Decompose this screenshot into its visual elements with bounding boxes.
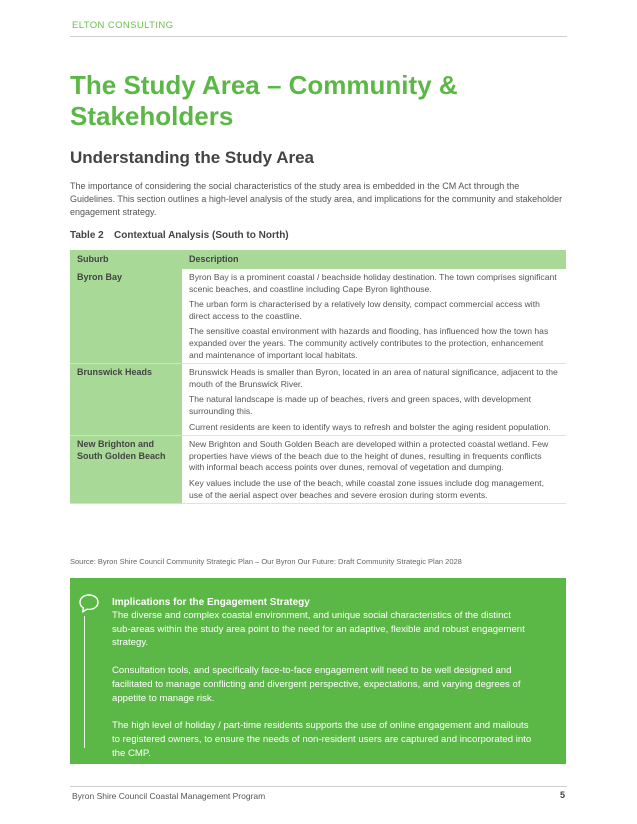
table-row [70, 269, 566, 364]
callout-content [112, 596, 532, 774]
description-cell [182, 364, 566, 436]
header-description: Description [182, 250, 566, 269]
callout-heading: Implications for the Engagement Strategy [112, 597, 310, 608]
contextual-analysis-table [70, 250, 566, 504]
callout-paragraph: The high level of holiday / part-time residents supports the use of online engagement and mailouts to registered owners, to ensure the needs of non-resident users are captured and incorporated into the CMP. [112, 720, 532, 759]
description-paragraph: New Brighton and South Golden Beach are developed within a protected coastal wetland. Few properties have views of the beach due to the height of dunes, resulting in frequents conflicts with informal beach access points over dunes, removal of vegetation and dumping. [189, 439, 549, 473]
description-cell [182, 436, 566, 504]
implications-callout [70, 578, 566, 764]
description-paragraph: Byron Bay is a prominent coastal / beachside holiday destination. The town comprises significant scenic beaches, and coastline including Cape Byron lighthouse. [189, 272, 557, 294]
description-paragraph: The natural landscape is made up of beaches, rivers and green spaces, with development surrounding this. [189, 394, 532, 416]
table-number: Table 2 [70, 230, 104, 241]
header-rule [70, 36, 567, 37]
table-caption-text: Contextual Analysis (South to North) [114, 230, 289, 241]
table-source-note: Source: Byron Shire Council Community Strategic Plan – Our Byron Our Future: Draft Community Strategic Plan 2028 [70, 557, 462, 566]
table-caption [70, 230, 289, 241]
footer-rule [70, 786, 567, 787]
suburb-cell: Byron Bay [70, 269, 182, 364]
description-paragraph: The sensitive coastal environment with hazards and flooding, has influenced how the town has expanded over the years. The community actively contributes to the protection, enhancement and maintenance of important local habitats. [189, 326, 549, 360]
callout-paragraph: The diverse and complex coastal environment, and unique social characteristics of the distinct sub-areas within the study area point to the need for an adaptive, flexible and robust engagement strategy. [112, 610, 525, 649]
table-row [70, 436, 566, 504]
section-subtitle: Understanding the Study Area [70, 148, 315, 167]
description-paragraph: The urban form is characterised by a relatively low density, compact commercial access with direct access to the coastline. [189, 299, 540, 321]
page-number: 5 [559, 790, 565, 800]
speech-bubble-icon [78, 593, 100, 615]
description-cell [182, 269, 566, 364]
callout-paragraph: Consultation tools, and specifically face-to-face engagement will need to be well designed and facilitated to manage conflicting and divergent perspective, expectations, and varying degrees of appetite to manage risk. [112, 665, 521, 704]
table-header-row [70, 250, 566, 269]
header-suburb: Suburb [70, 250, 182, 269]
description-paragraph: Key values include the use of the beach, while coastal zone issues include dog management, use of the aerial aspect over beaches and severe erosion during storm events. [189, 477, 544, 500]
table-row [70, 364, 566, 436]
callout-divider [84, 616, 85, 748]
footer-text: Byron Shire Council Coastal Management Program [72, 791, 266, 801]
suburb-cell: New Brighton and South Golden Beach [70, 436, 182, 504]
description-paragraph: Brunswick Heads is smaller than Byron, located in an area of natural significance, adjacent to the mouth of the Brunswick River. [189, 367, 558, 389]
description-paragraph: Current residents are keen to identify ways to refresh and bolster the aging resident population. [189, 421, 551, 432]
header-brand: ELTON CONSULTING [72, 20, 174, 31]
intro-paragraph: The importance of considering the social characteristics of the study area is embedded in the CM Act through the Guidelines. This section outlines a high-level analysis of the study area, and implications for the community and stakeholder engagement strategy. [70, 181, 563, 217]
suburb-cell: Brunswick Heads [70, 364, 182, 436]
page-title: The Study Area – Community & Stakeholders [70, 70, 458, 131]
